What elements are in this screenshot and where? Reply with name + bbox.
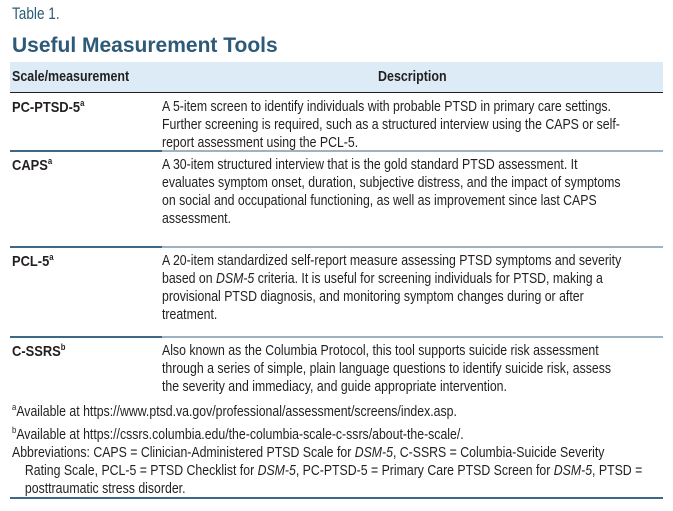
scale-description — [162, 252, 621, 324]
footnote-b — [12, 421, 642, 444]
table-label: Table 1. — [12, 4, 60, 23]
text-line: through a series of simple, plain language questions to identify suicide risk, assess — [162, 361, 612, 377]
text-segment: based on — [162, 271, 217, 287]
scale-name — [12, 98, 84, 116]
scale-name-text: PCL-5 — [12, 253, 50, 270]
text-line: report assessment using the PCL-5. — [162, 135, 359, 151]
text-line: evaluates symptom onset, duration, subjective distress, and the impact of symptoms — [162, 175, 621, 191]
footnote-marker: a — [49, 252, 54, 262]
text-line: A 30-item structured interview that is the gold standard PTSD assessment. It — [162, 157, 578, 173]
text-segment: Rating Scale, PCL-5 = PTSD Checklist for — [24, 462, 258, 479]
scale-description — [162, 156, 621, 228]
scale-description — [162, 98, 620, 152]
footnote-marker: a — [12, 402, 17, 412]
table-row — [10, 246, 663, 338]
footnotes — [12, 398, 642, 498]
text-segment: Abbreviations: CAPS = Clinician-Administered PTSD Scale for — [12, 444, 355, 461]
text-segment: DSM-5 — [354, 444, 393, 461]
text-line: A 5-item screen to identify individuals with probable PTSD in primary care settings. — [162, 99, 611, 115]
text-segment: , PC-PTSD-5 = Primary Care PTSD Screen for — [295, 462, 554, 479]
footnote-marker: a — [47, 156, 53, 166]
text-segment: DSM-5 — [553, 462, 593, 479]
text-line: A 20-item standardized self-report measure assessing PTSD symptoms and severity — [162, 253, 622, 269]
text-line — [12, 462, 642, 480]
column-header-description: Description — [378, 69, 447, 85]
scale-name-text: CAPS — [12, 157, 48, 174]
text-line: the severity and immediacy, and guide appropriate intervention. — [162, 379, 507, 395]
scale-name — [12, 156, 52, 174]
text-line: assessment. — [162, 211, 232, 227]
scale-name — [12, 252, 54, 270]
text-segment: posttraumatic stress disorder. — [24, 480, 186, 497]
table-row — [10, 336, 663, 395]
table-bottom-rule — [10, 497, 663, 499]
footnote-marker: b — [12, 424, 17, 435]
scale-name — [12, 342, 65, 360]
footnote-marker: b — [60, 342, 66, 352]
text-segment: DSM-5 — [257, 462, 296, 479]
footnote-text: Available at https://www.ptsd.va.gov/professional/assessment/screens/index.asp. — [16, 403, 457, 420]
text-line: on social and occupational functioning, as well as improvement since last CAPS — [162, 193, 597, 209]
table-row — [10, 92, 663, 152]
text-segment: , PTSD = — [592, 462, 643, 479]
column-header-scale: Scale/measurement — [12, 69, 130, 85]
scale-description — [162, 342, 611, 396]
text-line: Further screening is required, such as a structured interview using the CAPS or self- — [162, 117, 620, 133]
text-segment: criteria. It is useful for screening individuals for PTSD, making a — [254, 271, 603, 287]
text-line: provisional PTSD diagnosis, and monitoring symptom changes during or after — [162, 289, 584, 305]
text-line: treatment. — [162, 307, 218, 323]
text-line — [162, 270, 621, 288]
table-title: Useful Measurement Tools — [12, 34, 278, 57]
text-segment: , C-SSRS = Columbia-Suicide Severity — [392, 444, 605, 461]
text-line: Also known as the Columbia Protocol, this tool supports suicide risk assessment — [162, 343, 599, 359]
text-line — [12, 444, 642, 462]
text-segment: DSM-5 — [216, 271, 255, 287]
scale-name-text: PC-PTSD-5 — [12, 99, 81, 116]
footnote-marker: a — [80, 98, 85, 108]
text-line — [12, 480, 642, 498]
abbreviations — [12, 444, 642, 498]
table-row — [10, 150, 663, 248]
footnote-a — [12, 398, 642, 421]
footnote-text: Available at https://cssrs.columbia.edu/the-columbia-scale-c-ssrs/about-the-scale/. — [16, 426, 464, 443]
scale-name-text: C-SSRS — [12, 343, 61, 360]
